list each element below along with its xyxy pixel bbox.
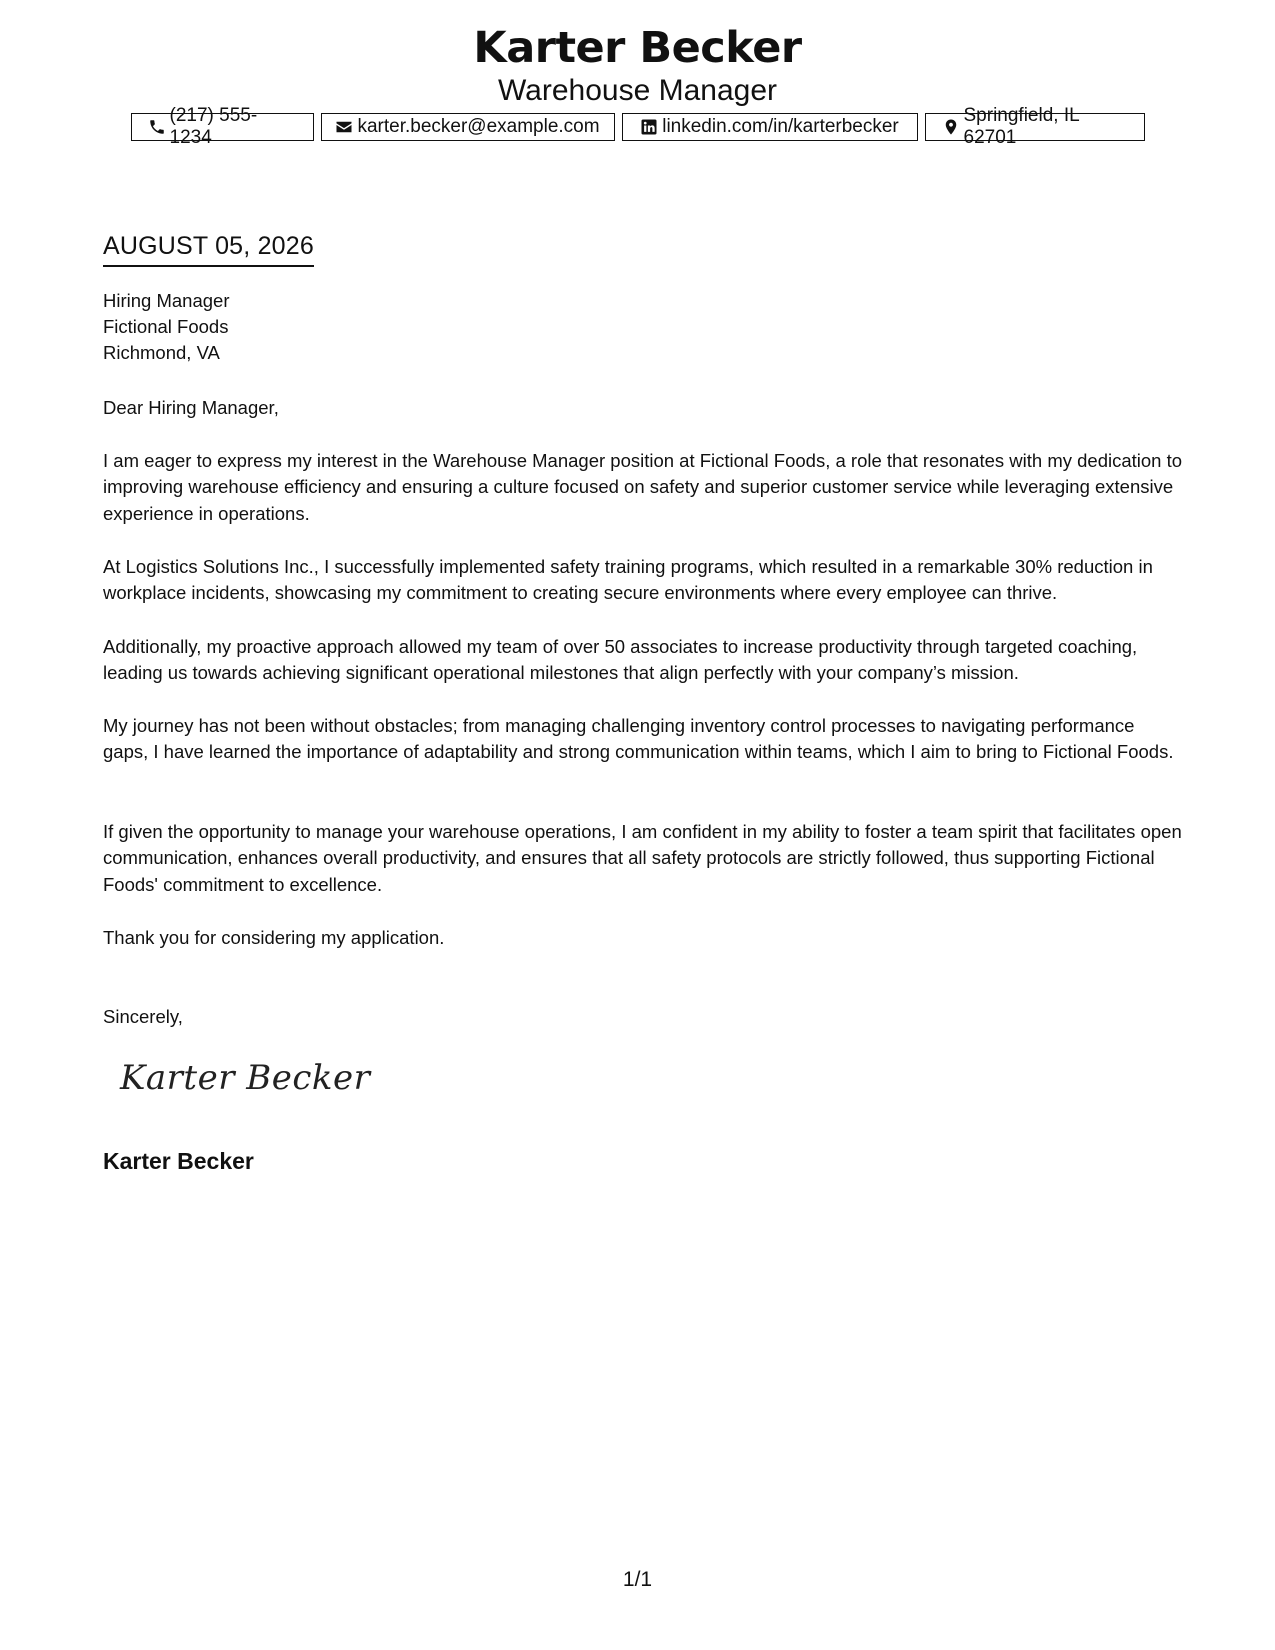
- linkedin-text: linkedin.com/in/karterbecker: [662, 116, 899, 137]
- letter-header: [0, 22, 1275, 108]
- body-paragraph-5: If given the opportunity to manage your warehouse operations, I am confident in my ability to foster a team spirit that facilitates open communication, enhances overall productivity, and ensures that all safety protocols are strictly followed, thus supporting Fictional Foods' commitment to excellence.: [103, 821, 1182, 895]
- email-text: karter.becker@example.com: [357, 116, 600, 137]
- contact-location: [925, 105, 1145, 148]
- body-paragraph-4: My journey has not been without obstacles; from managing challenging inventory control processes to navigating performance gaps, I have learned the importance of adaptability and strong communication within teams, which I aim to bring to Fictional Foods.: [103, 715, 1174, 763]
- closing: Sincerely,: [103, 1006, 183, 1027]
- linkedin-icon: [640, 118, 658, 136]
- handwritten-signature: Karter Becker: [120, 1058, 371, 1098]
- phone-text: (217) 555-1234: [169, 105, 258, 148]
- body-paragraph-1: I am eager to express my interest in the Warehouse Manager position at Fictional Foods, a role that resonates with my dedication to improving warehouse efficiency and ensuring a culture focused on safety and superior customer service while leveraging extensive experience in operations.: [103, 450, 1183, 524]
- contact-email: [321, 113, 615, 141]
- contact-linkedin: [622, 113, 918, 141]
- map-pin-icon: [942, 118, 960, 136]
- applicant-name: Karter Becker: [473, 23, 802, 73]
- phone-icon: [148, 118, 166, 136]
- letter-date: AUGUST 05, 2026: [103, 230, 314, 267]
- body-paragraph-2: At Logistics Solutions Inc., I successfully implemented safety training programs, which resulted in a remarkable 30% reduction in workplace incidents, showcasing my commitment to creating secure environments where every employee can thrive.: [103, 556, 1153, 604]
- recipient-title: Hiring Manager: [103, 290, 230, 311]
- signature-name: Karter Becker: [103, 1148, 254, 1174]
- page-number: 1/1: [622, 1568, 653, 1591]
- contact-bar: [0, 105, 1275, 148]
- recipient-block: [103, 288, 229, 366]
- applicant-role: Warehouse Manager: [497, 74, 778, 107]
- location-text: Springfield, IL 62701: [963, 105, 1079, 148]
- recipient-location: Richmond, VA: [103, 342, 220, 363]
- body-paragraph-3: Additionally, my proactive approach allowed my team of over 50 associates to increase productivity through targeted coaching, leading us towards achieving significant operational milestones that align perfectly with your company’s mission.: [103, 636, 1138, 684]
- salutation: Dear Hiring Manager,: [103, 397, 279, 418]
- contact-phone: [131, 105, 314, 148]
- thanks-line: Thank you for considering my application.: [103, 927, 445, 948]
- recipient-company: Fictional Foods: [103, 316, 229, 337]
- envelope-icon: [335, 118, 353, 136]
